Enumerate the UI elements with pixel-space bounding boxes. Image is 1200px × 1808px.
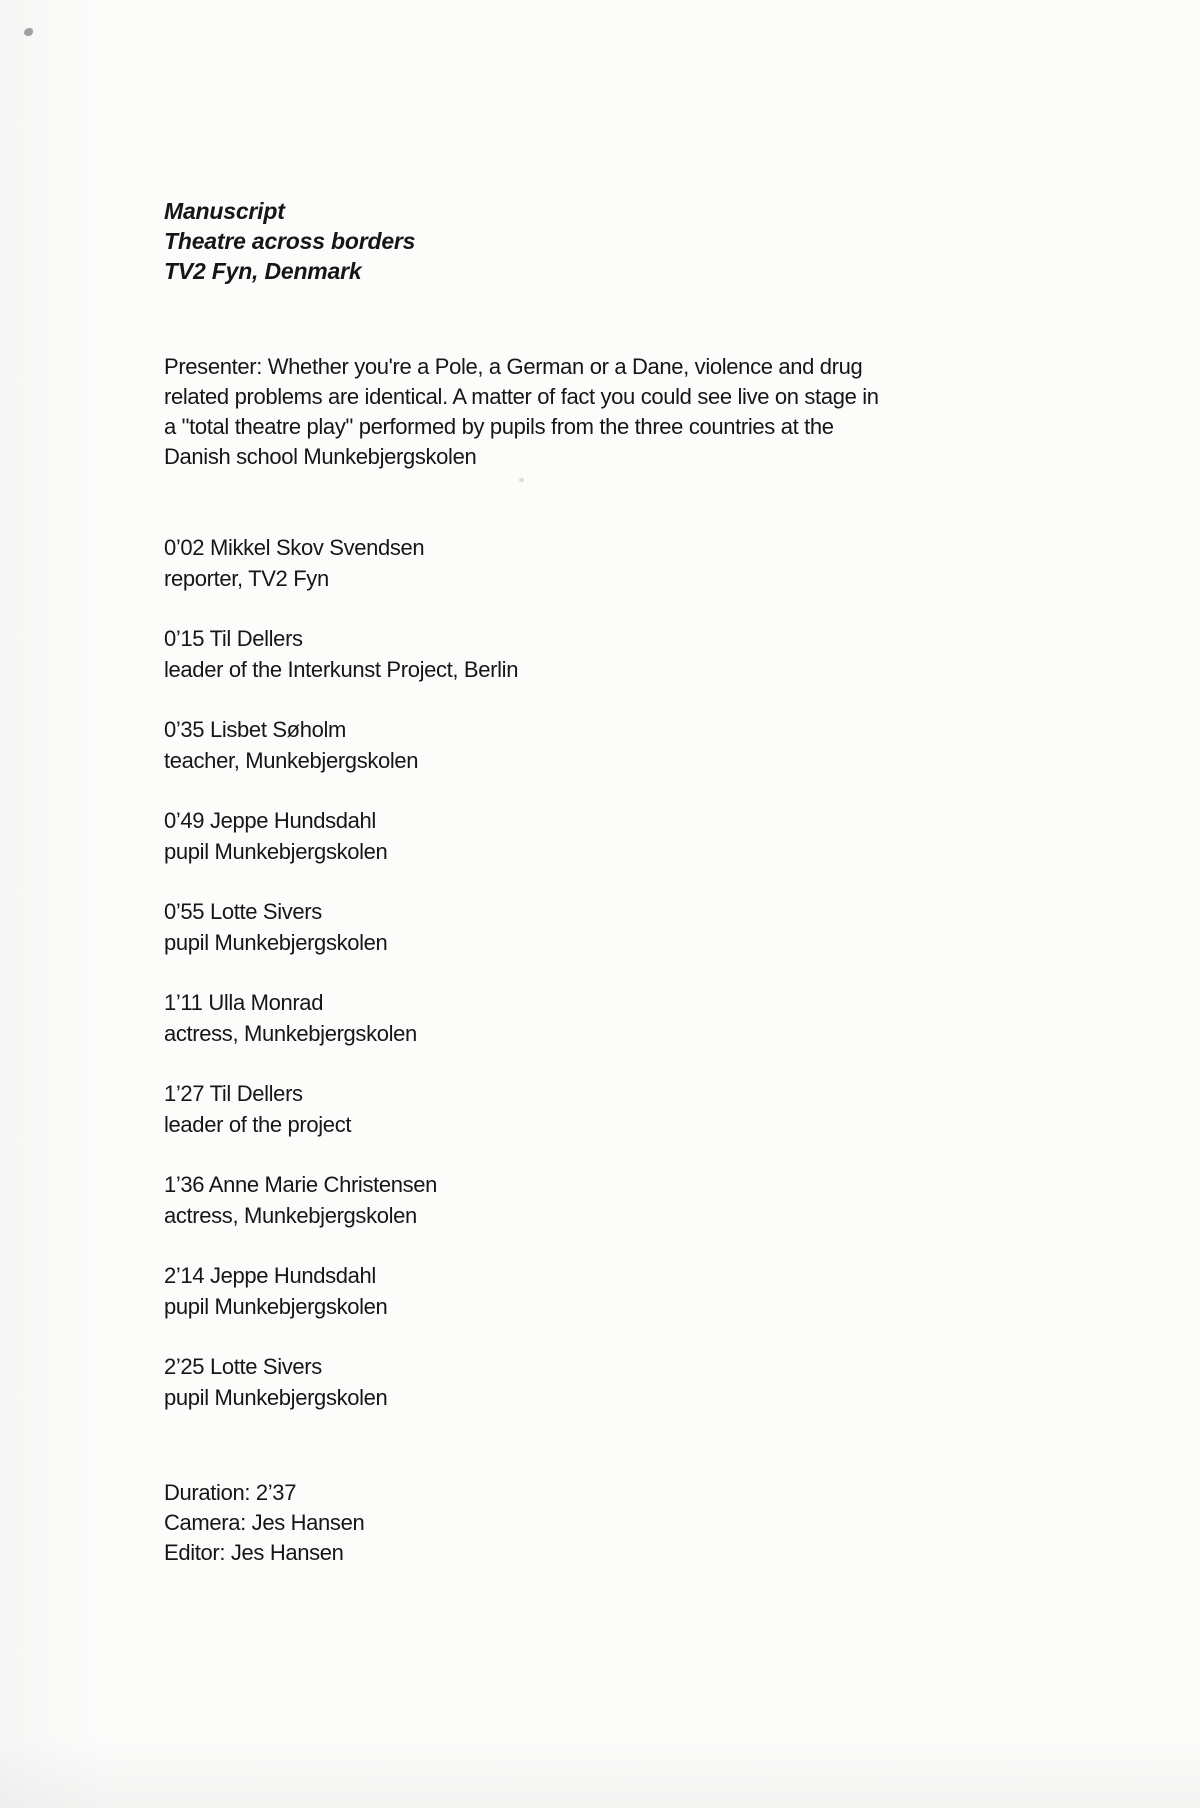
document-header [164, 196, 1004, 286]
timecode-value: 0’55 [164, 899, 205, 924]
timecode-name-line [164, 897, 1004, 928]
speaker-name: Til Dellers [209, 626, 303, 651]
speaker-role-line: pupil Munkebjergskolen [164, 929, 388, 955]
timecode-value: 0’35 [164, 717, 205, 742]
speaker-role-line: pupil Munkebjergskolen [164, 1293, 388, 1319]
speaker-name: Lotte Sivers [209, 899, 322, 924]
timecode-entry [164, 624, 1004, 685]
timecode-entry [164, 533, 1004, 594]
header-line-manuscript: Manuscript [164, 198, 285, 224]
presenter-line: related problems are identical. A matter of fact you could see live on stage in [164, 384, 879, 409]
credit-line: Camera: Jes Hansen [164, 1510, 365, 1535]
timecode-value: 2’14 [164, 1263, 205, 1288]
timecode-entry [164, 715, 1004, 776]
timecode-name-line [164, 988, 1004, 1019]
speaker-role-line: actress, Munkebjergskolen [164, 1020, 417, 1046]
timecode-name-line [164, 624, 1004, 655]
credit-line: Editor: Jes Hansen [164, 1540, 344, 1565]
timecode-entry [164, 897, 1004, 958]
speaker-role-line: pupil Munkebjergskolen [164, 838, 388, 864]
presenter-line: a "total theatre play" performed by pupils from the three countries at the [164, 414, 834, 439]
timecode-entry [164, 1079, 1004, 1140]
timecode-entry [164, 806, 1004, 867]
timecode-name-line [164, 1261, 1004, 1292]
timecode-entry [164, 1352, 1004, 1413]
timecode-name-line [164, 1079, 1004, 1110]
credit-line: Duration: 2’37 [164, 1480, 297, 1505]
timecode-value: 1’27 [164, 1081, 205, 1106]
speaker-name: Mikkel Skov Svendsen [209, 535, 425, 560]
speaker-name: Lotte Sivers [209, 1354, 322, 1379]
speaker-role-line: leader of the project [164, 1111, 352, 1137]
timecode-name-line [164, 715, 1004, 746]
speaker-role-line: reporter, TV2 Fyn [164, 565, 329, 591]
presenter-paragraph [164, 352, 1004, 472]
presenter-line: Danish school Munkebjergskolen [164, 444, 477, 469]
timecode-value: 1’11 [164, 990, 203, 1015]
timecode-name-line [164, 806, 1004, 837]
timecode-entry [164, 1170, 1004, 1231]
header-line-title: Theatre across borders [164, 228, 416, 254]
scan-edge-shade-bottom [0, 1738, 1200, 1808]
speaker-name: Jeppe Hundsdahl [209, 808, 376, 833]
timecode-value: 0’49 [164, 808, 205, 833]
document-content [164, 196, 1004, 1568]
presenter-line: Presenter: Whether you're a Pole, a German or a Dane, violence and drug [164, 354, 863, 379]
timecode-name-line [164, 533, 1004, 564]
timecode-value: 2’25 [164, 1354, 205, 1379]
timecode-list [164, 533, 1004, 1413]
speaker-name: Ulla Monrad [208, 990, 324, 1015]
speaker-role-line: actress, Munkebjergskolen [164, 1202, 417, 1228]
timecode-value: 1’36 [164, 1172, 205, 1197]
speaker-role-line: teacher, Munkebjergskolen [164, 747, 419, 773]
speaker-role-line: pupil Munkebjergskolen [164, 1384, 388, 1410]
timecode-value: 0’15 [164, 626, 205, 651]
credits-block [164, 1478, 1004, 1568]
speaker-name: Lisbet Søholm [209, 717, 347, 742]
speaker-role-line: leader of the Interkunst Project, Berlin [164, 656, 519, 682]
timecode-entry [164, 1261, 1004, 1322]
speaker-name: Jeppe Hundsdahl [209, 1263, 376, 1288]
timecode-name-line [164, 1170, 1004, 1201]
header-line-station: TV2 Fyn, Denmark [164, 258, 362, 284]
scan-edge-shade-left [0, 0, 110, 1808]
speaker-name: Anne Marie Christensen [208, 1172, 438, 1197]
timecode-value: 0’02 [164, 535, 205, 560]
speaker-name: Til Dellers [209, 1081, 303, 1106]
timecode-name-line [164, 1352, 1004, 1383]
timecode-entry [164, 988, 1004, 1049]
